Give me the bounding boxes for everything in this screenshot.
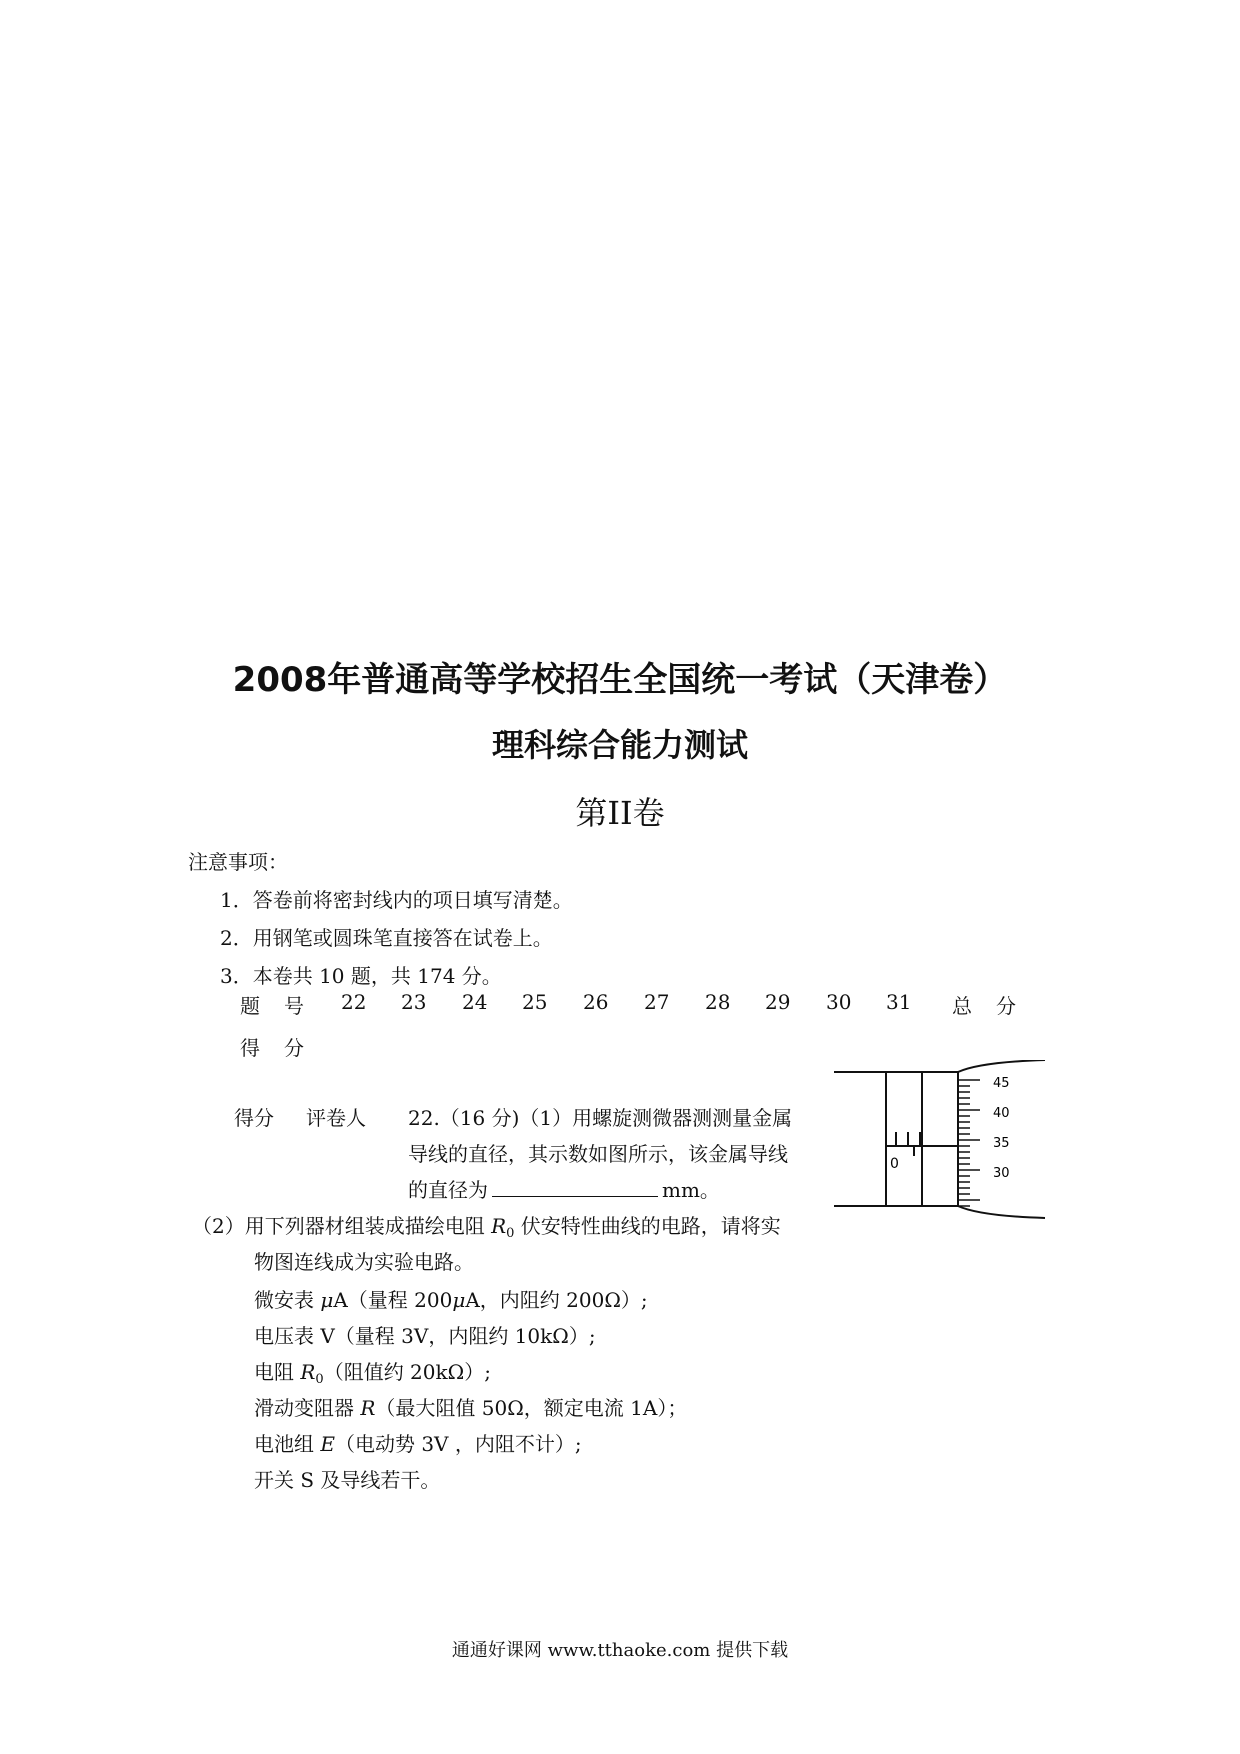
material-text: 电池组	[254, 1432, 321, 1456]
score-table-header-cell: 号	[284, 994, 304, 1018]
material-rheostat	[254, 1392, 687, 1421]
material-text: A（量程 200	[333, 1288, 453, 1312]
notice-item-1: 1．答卷前将密封线内的项日填写清楚。	[220, 888, 573, 912]
score-table-header-cell: 分	[996, 994, 1016, 1018]
score-table-header-cell: 24	[462, 990, 488, 1014]
grader-name-label: 评卷人	[306, 1106, 366, 1130]
material-text: 微安表	[254, 1288, 321, 1312]
score-table-header-cell: 23	[401, 990, 427, 1014]
material-text: （最大阻值 50Ω，额定电流 1A）；	[375, 1396, 688, 1420]
exam-subtitle: 理科综合能力测试	[491, 726, 748, 764]
micrometer-thimble-label: 35	[993, 1136, 1010, 1151]
micrometer-thimble-ticks	[958, 1080, 980, 1206]
score-table-header-cell: 28	[705, 990, 731, 1014]
q22-line-3-unit: mm。	[662, 1178, 720, 1202]
q22-part2-line-2: 物图连线成为实验电路。	[254, 1250, 474, 1274]
answer-blank[interactable]	[492, 1178, 658, 1197]
q22-line-3	[408, 1174, 720, 1203]
score-table-header-cell: 27	[644, 990, 670, 1014]
score-table-header-cell: 31	[886, 990, 912, 1014]
notice-item-3: 3．本卷共 10 题，共 174 分。	[220, 964, 502, 988]
material-text: （电动势 3V ，内阻不计）;	[334, 1432, 582, 1456]
micrometer-sleeve	[886, 1072, 922, 1206]
material-battery	[254, 1428, 582, 1457]
material-text: A，内阻约 200Ω）;	[465, 1288, 648, 1312]
q22-part2-line-1	[192, 1210, 781, 1239]
micrometer-thimble-label: 30	[993, 1166, 1010, 1181]
material-text: 滑动变阻器	[254, 1396, 361, 1420]
q22-line-1: 22.（16 分)（1）用螺旋测微器测测量金属	[408, 1106, 793, 1130]
micrometer-figure	[830, 1060, 1050, 1220]
volume-label: 第II卷	[575, 794, 665, 832]
grader-score-label: 得分	[234, 1106, 274, 1130]
material-text: （阻值约 20kΩ）;	[323, 1360, 491, 1384]
q22-line-2: 导线的直径，其示数如图所示，该金属导线	[408, 1142, 788, 1166]
footer-source: 通通好课网 www.tthaoke.com 提供下载	[451, 1640, 789, 1661]
subscript-0: 0	[506, 1226, 515, 1241]
micrometer-thimble-bottom	[958, 1206, 1045, 1218]
score-table-header-cell: 总	[952, 994, 972, 1018]
score-table-header-cell: 30	[826, 990, 852, 1014]
q22-line-3-prefix: 的直径为	[408, 1178, 488, 1202]
score-table-row-label: 得	[240, 1036, 260, 1060]
mu-symbol: μ	[452, 1288, 466, 1312]
score-table-header-cell: 26	[583, 990, 609, 1014]
q22-part2-text-a: （2）用下列器材组装成描绘电阻	[192, 1214, 492, 1238]
score-table-header-cell: 题	[240, 994, 260, 1018]
q22-part2-text-b: 伏安特性曲线的电路，请将实	[514, 1214, 781, 1238]
score-table-header-cell: 25	[522, 990, 548, 1014]
micrometer-thimble-body	[922, 1072, 958, 1206]
score-table-header-cell: 22	[341, 990, 367, 1014]
notice-heading: 注意事项：	[188, 850, 288, 874]
notice-item-2: 2．用钢笔或圆珠笔直接答在试卷上。	[220, 926, 553, 950]
micrometer-thimble-top	[958, 1060, 1045, 1072]
score-table-row-label: 分	[284, 1036, 304, 1060]
material-resistor	[254, 1356, 491, 1385]
var-r: R	[300, 1360, 316, 1384]
micrometer-sleeve-ticks	[896, 1132, 920, 1156]
material-switch: 开关 S 及导线若干。	[254, 1468, 441, 1492]
subscript-0: 0	[315, 1372, 324, 1387]
material-microammeter	[254, 1284, 648, 1313]
exam-title: 2008年普通高等学校招生全国统一考试（天津卷）	[232, 660, 1008, 700]
micrometer-thimble-label: 40	[993, 1106, 1010, 1121]
score-table-header-cell: 29	[765, 990, 791, 1014]
var-e: E	[320, 1432, 335, 1456]
micrometer-sleeve-label: 0	[890, 1156, 899, 1172]
var-r: R	[360, 1396, 376, 1420]
micrometer-thimble-label: 45	[993, 1076, 1010, 1091]
var-r: R	[491, 1214, 507, 1238]
mu-symbol: μ	[320, 1288, 334, 1312]
material-text: 电阻	[254, 1360, 301, 1384]
material-voltmeter: 电压表 V（量程 3V，内阻约 10kΩ）;	[254, 1324, 596, 1348]
